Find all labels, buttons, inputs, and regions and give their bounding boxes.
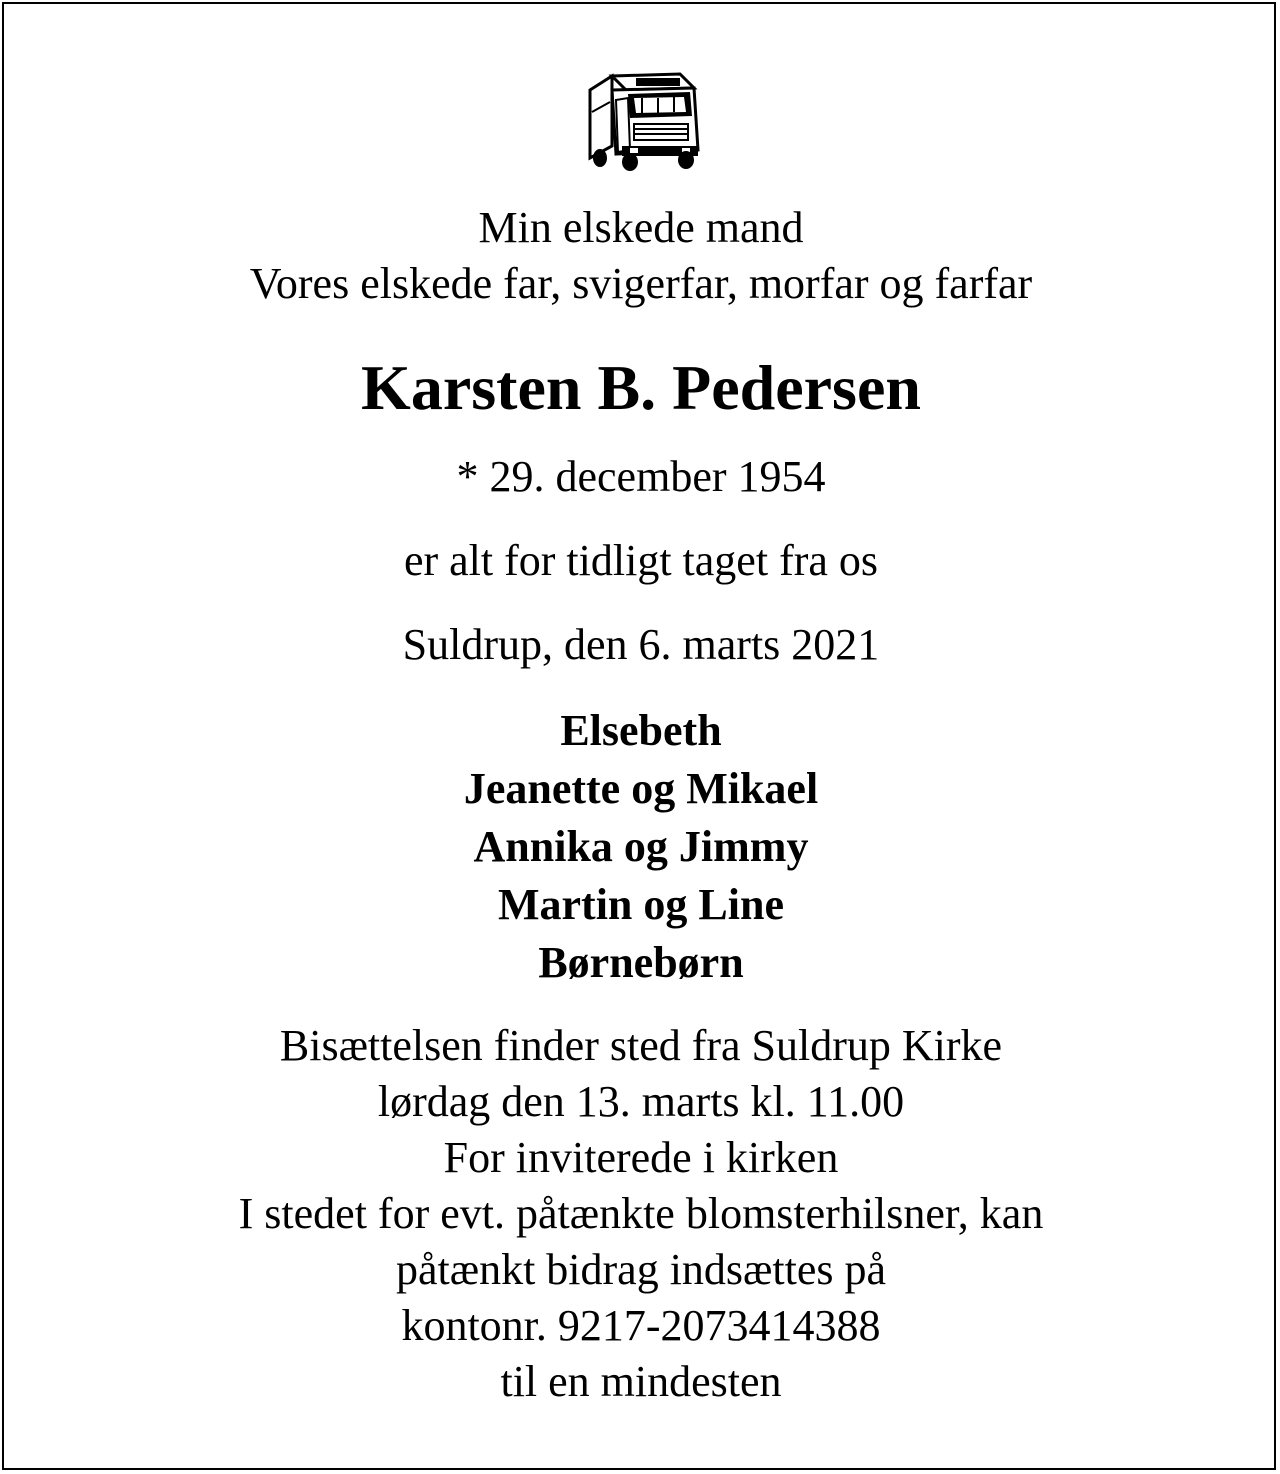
service-line: lørdag den 13. marts kl. 11.00 <box>377 1077 905 1126</box>
service-line: til en mindesten <box>500 1357 782 1406</box>
truck-icon <box>582 72 706 172</box>
family-member: Børnebørn <box>538 938 744 987</box>
service-line: For inviterede i kirken <box>443 1133 839 1182</box>
family-member: Martin og Line <box>498 880 784 929</box>
family-list <box>4 702 1278 992</box>
service-line: påtænkt bidrag indsættes på <box>395 1245 887 1294</box>
birth-date: * 29. december 1954 <box>456 452 826 501</box>
deceased-name: Karsten B. Pedersen <box>361 352 921 423</box>
service-details <box>4 1018 1278 1410</box>
notice-frame <box>2 2 1276 1470</box>
family-member: Annika og Jimmy <box>473 822 809 871</box>
service-line: Bisættelsen finder sted fra Suldrup Kirke <box>279 1021 1003 1070</box>
family-member: Elsebeth <box>560 706 722 755</box>
service-line: kontonr. 9217-2073414388 <box>401 1301 881 1350</box>
intro-line: Min elskede mand <box>478 203 804 252</box>
passing-text: er alt for tidligt taget fra os <box>403 536 879 585</box>
service-line: I stedet for evt. påtænkte blomsterhilsner, kan <box>238 1189 1044 1238</box>
family-member: Jeanette og Mikael <box>463 764 819 813</box>
place-and-date: Suldrup, den 6. marts 2021 <box>402 620 880 669</box>
intro-text <box>4 200 1278 312</box>
intro-line: Vores elskede far, svigerfar, morfar og farfar <box>249 259 1033 308</box>
